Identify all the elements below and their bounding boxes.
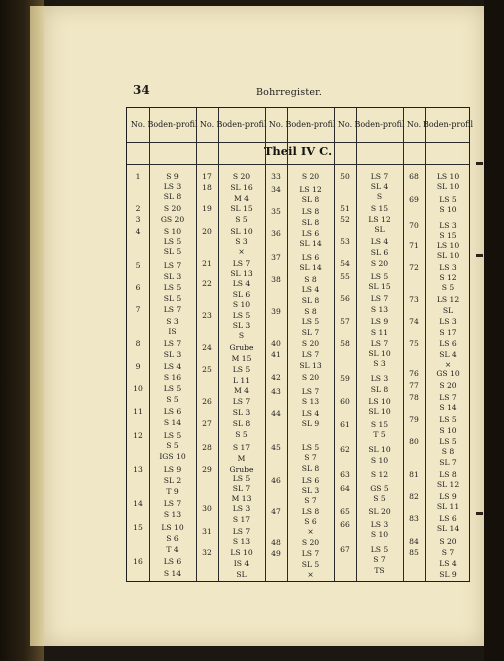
soil-profile-entry: LS 5 <box>163 384 182 393</box>
soil-profile-entry: LS 5 <box>232 365 251 374</box>
soil-profile-entry: S 5 <box>235 430 248 439</box>
soil-profile-entry: S <box>238 331 245 340</box>
header-bodenprofil <box>356 108 403 142</box>
bore-number: 85 <box>409 548 419 557</box>
soil-profile-entry: S 10 <box>439 205 457 214</box>
soil-profile-entry: LS 3 <box>439 263 457 272</box>
soil-profile-entry: S 14 <box>163 569 182 578</box>
bore-number: 2 <box>135 204 141 213</box>
right-shadow <box>484 0 504 661</box>
soil-profile-entry: SL 10 <box>368 445 391 454</box>
soil-profile-entry: LS 4 <box>163 362 182 371</box>
bore-number: 4 <box>135 227 141 236</box>
soil-profile-entry: S 10 <box>370 530 389 539</box>
soil-profile-entry: S 7 <box>441 548 455 557</box>
bore-number: 41 <box>271 350 281 359</box>
soil-profile-entry: LS 4 <box>301 285 320 294</box>
soil-profile-entry: SL 5 <box>163 294 182 303</box>
bore-number: 32 <box>202 548 212 557</box>
soil-profile-entry: LS 10 <box>230 548 253 557</box>
bore-number: 10 <box>133 384 143 393</box>
bore-number: 43 <box>271 387 281 396</box>
soil-profile-entry: S 20 <box>232 172 251 181</box>
bore-number: 55 <box>340 272 350 281</box>
bore-number: 25 <box>202 365 212 374</box>
bore-number: 38 <box>271 275 281 284</box>
soil-profile-entry: LS 5 <box>232 474 251 483</box>
header-bodenprofil-line: Boden- <box>216 120 245 129</box>
soil-profile-entry: S 3 <box>373 359 386 368</box>
bore-number: 23 <box>202 311 212 320</box>
soil-profile-entry: SL 11 <box>436 502 460 511</box>
soil-profile-entry: S 17 <box>232 443 251 452</box>
soil-profile-entry: LS 3 <box>163 182 182 191</box>
soil-profile-entry: LS 5 <box>163 237 182 246</box>
soil-profile-entry: LS 7 <box>163 305 182 314</box>
bore-number: 61 <box>340 420 350 429</box>
bore-number: 15 <box>133 523 143 532</box>
bore-number: 22 <box>202 279 212 288</box>
soil-profile-entry: SL 10 <box>368 349 391 358</box>
bore-number: 33 <box>271 172 281 181</box>
soil-profile-entry: S 20 <box>163 204 182 213</box>
soil-profile-entry: S 10 <box>163 227 182 236</box>
soil-profile-entry: SL 10 <box>230 227 253 236</box>
soil-profile-entry: M 4 <box>233 194 250 203</box>
bore-number: 69 <box>409 195 419 204</box>
soil-profile-entry: S 17 <box>439 328 457 337</box>
soil-profile-entry: LS 9 <box>370 317 389 326</box>
soil-profile-entry: SL 6 <box>370 248 389 257</box>
soil-profile-entry: SL 4 <box>370 182 389 191</box>
section-title: Theil IV C. <box>263 144 333 158</box>
bore-number: 63 <box>340 470 350 479</box>
bore-number: 17 <box>202 172 212 181</box>
soil-profile-entry: S 15 <box>370 204 389 213</box>
soil-profile-entry: LS 12 <box>299 185 322 194</box>
soil-profile-entry: Grube <box>229 465 254 474</box>
soil-profile-entry: S 14 <box>439 403 457 412</box>
soil-profile-entry: Grube <box>229 343 254 352</box>
soil-profile-entry: T 9 <box>166 487 179 496</box>
soil-profile-entry: SL 8 <box>301 464 320 473</box>
soil-profile-entry: SL 13 <box>230 269 253 278</box>
bore-number: 70 <box>409 221 419 230</box>
bore-number: 65 <box>340 507 350 516</box>
soil-profile-entry: LS 9 <box>163 465 182 474</box>
bore-number: 18 <box>202 183 212 192</box>
soil-profile-entry: S 9 <box>166 172 179 181</box>
bore-number: 20 <box>202 227 212 236</box>
bore-number: 82 <box>409 492 419 501</box>
header-bodenprofil-line: profil <box>382 120 405 129</box>
soil-profile-entry: SL 8 <box>232 419 251 428</box>
soil-profile-entry: SL 3 <box>163 350 182 359</box>
bore-number: 84 <box>409 537 419 546</box>
soil-profile-entry: S 8 <box>304 275 317 284</box>
bore-number: 64 <box>340 484 350 493</box>
page-tab-marker <box>476 254 483 257</box>
bore-number: 45 <box>271 443 281 452</box>
bore-number: 72 <box>409 263 419 272</box>
soil-profile-entry: LS 6 <box>301 253 320 262</box>
header-bodenprofil-line: profil <box>244 120 267 129</box>
bore-number: 3 <box>135 215 141 224</box>
soil-profile-entry: SL 9 <box>301 419 320 428</box>
soil-profile-entry: LS 10 <box>436 172 460 181</box>
soil-profile-entry: SL 3 <box>301 486 320 495</box>
soil-profile-entry: LS 3 <box>439 221 457 230</box>
header-no: No. <box>199 120 215 129</box>
bore-number: 30 <box>202 504 212 513</box>
section-rule <box>127 164 469 165</box>
soil-profile-entry: S 12 <box>370 470 389 479</box>
bore-number: 27 <box>202 419 212 428</box>
soil-profile-entry: LS 7 <box>301 549 320 558</box>
soil-profile-entry: SL 2 <box>163 476 182 485</box>
bore-number: 83 <box>409 514 419 523</box>
bore-number: 24 <box>202 343 212 352</box>
soil-profile-entry: SL 8 <box>301 195 320 204</box>
soil-profile-entry: IGS 10 <box>159 452 186 461</box>
bore-number: 19 <box>202 204 212 213</box>
soil-profile-entry: S 16 <box>163 373 182 382</box>
soil-profile-entry: T 4 <box>166 545 179 554</box>
soil-profile-entry: LS 8 <box>301 507 320 516</box>
soil-profile-entry: L 11 <box>232 376 251 385</box>
soil-profile-entry: S 17 <box>232 515 251 524</box>
soil-profile-entry: LS 7 <box>370 294 389 303</box>
soil-profile-entry: LS 7 <box>439 393 457 402</box>
soil-profile-entry: SL 8 <box>370 385 389 394</box>
bore-number: 48 <box>271 538 281 547</box>
soil-profile-entry: SL 5 <box>163 247 182 256</box>
soil-profile-entry: S 13 <box>163 510 182 519</box>
soil-profile-entry: LS 5 <box>370 272 389 281</box>
soil-profile-entry: GS 10 <box>436 369 460 378</box>
soil-profile-entry: SL 14 <box>436 524 460 533</box>
soil-profile-entry: S 3 <box>166 317 179 326</box>
soil-profile-entry: × <box>307 527 314 536</box>
bore-number: 29 <box>202 465 212 474</box>
bore-number: 78 <box>409 393 419 402</box>
soil-profile-entry: LS 10 <box>436 241 460 250</box>
soil-profile-entry: LS 5 <box>439 437 457 446</box>
bore-number: 59 <box>340 374 350 383</box>
soil-profile-entry: LS 3 <box>370 374 389 383</box>
header-bodenprofil-line: Boden- <box>285 120 314 129</box>
bore-number: 77 <box>409 381 419 390</box>
bore-number: 60 <box>340 397 350 406</box>
header-bodenprofil-line: Boden- <box>422 120 452 129</box>
soil-profile-entry: LS 7 <box>301 350 320 359</box>
soil-profile-entry: SL 6 <box>232 290 251 299</box>
bore-number: 21 <box>202 259 212 268</box>
soil-profile-entry: LS 7 <box>163 499 182 508</box>
soil-profile-entry: LS 6 <box>301 476 320 485</box>
soil-profile-entry: S 5 <box>166 395 179 404</box>
soil-profile-entry: S 7 <box>304 453 317 462</box>
soil-profile-entry: S 20 <box>301 339 320 348</box>
header-rule <box>127 142 469 143</box>
soil-profile-entry: LS 6 <box>163 407 182 416</box>
bore-number: 42 <box>271 373 281 382</box>
bore-number: 12 <box>133 431 143 440</box>
bore-number: 39 <box>271 307 281 316</box>
soil-profile-entry: LS 5 <box>439 415 457 424</box>
bore-number: 74 <box>409 317 419 326</box>
soil-profile-entry: LS 4 <box>439 559 457 568</box>
soil-profile-entry: S 7 <box>304 496 317 505</box>
soil-profile-entry: SL <box>374 225 385 234</box>
soil-profile-entry: LS 10 <box>161 523 184 532</box>
bore-number: 58 <box>340 339 350 348</box>
soil-profile-entry: S 13 <box>370 305 389 314</box>
soil-profile-entry: SL 8 <box>301 218 320 227</box>
soil-profile-entry: S 3 <box>235 237 248 246</box>
bore-number: 76 <box>409 369 419 378</box>
soil-profile-entry: SL 12 <box>436 480 460 489</box>
bore-number: 28 <box>202 443 212 452</box>
soil-profile-entry: SL 14 <box>299 263 322 272</box>
soil-profile-entry: S 20 <box>301 373 320 382</box>
soil-profile-entry: S 15 <box>439 231 457 240</box>
soil-profile-entry: LS 3 <box>232 504 251 513</box>
soil-profile-entry: LS 12 <box>368 215 391 224</box>
bore-number: 73 <box>409 295 419 304</box>
soil-profile-entry: SL <box>236 570 247 579</box>
soil-profile-entry: S 12 <box>439 273 457 282</box>
soil-profile-entry: S 6 <box>166 534 179 543</box>
soil-profile-entry: S <box>376 192 383 201</box>
bore-number: 53 <box>340 237 350 246</box>
soil-profile-entry: LS 9 <box>439 492 457 501</box>
soil-profile-entry: LS 8 <box>439 470 457 479</box>
bore-number: 1 <box>135 172 141 181</box>
soil-profile-entry: LS 5 <box>163 283 182 292</box>
bore-number: 50 <box>340 172 350 181</box>
bore-number: 52 <box>340 215 350 224</box>
page-tab-marker <box>476 162 483 165</box>
soil-profile-entry: SL 4 <box>439 350 457 359</box>
bore-number: 51 <box>340 204 350 213</box>
soil-profile-entry: M 15 <box>231 354 252 363</box>
soil-profile-entry: LS 5 <box>301 317 320 326</box>
soil-profile-entry: S 5 <box>166 441 179 450</box>
soil-profile-entry: M 13 <box>231 494 252 503</box>
header-bodenprofil <box>149 108 196 142</box>
soil-profile-entry: S 13 <box>232 537 251 546</box>
bore-number: 36 <box>271 229 281 238</box>
soil-profile-entry: S 8 <box>441 447 455 456</box>
bore-number: 37 <box>271 253 281 262</box>
page-tab-marker <box>476 512 483 515</box>
bore-number: 56 <box>340 294 350 303</box>
soil-profile-entry: S 20 <box>370 259 389 268</box>
header-no: No. <box>406 120 422 129</box>
bore-number: 71 <box>409 241 419 250</box>
header-bodenprofil <box>218 108 265 142</box>
bore-number: 62 <box>340 445 350 454</box>
bore-number: 34 <box>271 185 281 194</box>
running-title: Bohrregister. <box>256 87 323 98</box>
soil-profile-entry: LS 4 <box>370 237 389 246</box>
soil-profile-entry: SL 3 <box>163 272 182 281</box>
soil-profile-entry: S 5 <box>373 494 386 503</box>
bore-number: 79 <box>409 415 419 424</box>
bore-number: 75 <box>409 339 419 348</box>
soil-profile-entry: S 10 <box>439 426 457 435</box>
bore-number: 46 <box>271 476 281 485</box>
bore-number: 80 <box>409 437 419 446</box>
soil-profile-entry: LS 5 <box>232 311 251 320</box>
header-bodenprofil-line: Boden- <box>147 120 176 129</box>
soil-profile-entry: S 14 <box>163 418 182 427</box>
soil-profile-entry: S 10 <box>232 300 251 309</box>
bore-number: 31 <box>202 527 212 536</box>
soil-profile-entry: SL 10 <box>368 407 391 416</box>
bore-number: 6 <box>135 283 141 292</box>
soil-profile-entry: SL 7 <box>232 484 251 493</box>
soil-profile-entry: LS 7 <box>370 339 389 348</box>
header-bodenprofil <box>422 108 474 142</box>
soil-profile-entry: LS 4 <box>301 409 320 418</box>
soil-profile-entry: GS 20 <box>160 215 185 224</box>
bore-number: 49 <box>271 549 281 558</box>
soil-profile-entry: LS 10 <box>368 397 391 406</box>
soil-profile-entry: SL 3 <box>232 321 251 330</box>
soil-profile-entry: SL 10 <box>436 182 460 191</box>
soil-profile-entry: LS 6 <box>439 514 457 523</box>
soil-profile-entry: LS 7 <box>370 172 389 181</box>
soil-profile-entry: LS 6 <box>439 339 457 348</box>
soil-profile-entry: LS 3 <box>370 520 389 529</box>
header-bodenprofil-line: profil <box>313 120 336 129</box>
bore-number: 40 <box>271 339 281 348</box>
soil-profile-entry: LS 6 <box>301 229 320 238</box>
soil-profile-entry: LS 5 <box>301 443 320 452</box>
soil-profile-entry: GS 5 <box>370 484 389 493</box>
soil-profile-entry: SL 15 <box>230 204 253 213</box>
soil-profile-entry: LS 7 <box>301 387 320 396</box>
bore-number: 66 <box>340 520 350 529</box>
bore-number: 9 <box>135 362 141 371</box>
header-no: No. <box>130 120 146 129</box>
bore-number: 54 <box>340 259 350 268</box>
bore-number: 14 <box>133 499 143 508</box>
soil-profile-entry: T 5 <box>373 430 386 439</box>
soil-profile-entry: LS 5 <box>163 431 182 440</box>
bore-number: 5 <box>135 261 141 270</box>
header-bodenprofil-line: profil <box>175 120 198 129</box>
header-no: No. <box>337 120 353 129</box>
soil-profile-entry: S 20 <box>439 381 457 390</box>
soil-profile-entry: LS 7 <box>232 397 251 406</box>
soil-profile-entry: LS 4 <box>232 279 251 288</box>
soil-profile-entry: M 4 <box>233 386 250 395</box>
soil-profile-entry: SL 5 <box>301 560 320 569</box>
bore-number: 8 <box>135 339 141 348</box>
soil-profile-entry: LS 7 <box>163 339 182 348</box>
soil-profile-entry: SL 8 <box>301 296 320 305</box>
soil-profile-entry: × <box>444 360 452 369</box>
soil-profile-entry: SL 7 <box>439 458 457 467</box>
bore-number: 67 <box>340 545 350 554</box>
soil-profile-entry: S 13 <box>301 397 320 406</box>
soil-profile-entry: LS 8 <box>301 207 320 216</box>
header-no: No. <box>268 120 284 129</box>
soil-profile-entry: M <box>237 454 246 463</box>
header-bodenprofil-line: profil <box>451 120 474 129</box>
soil-profile-entry: SL 14 <box>299 239 322 248</box>
bore-number: 11 <box>133 407 143 416</box>
soil-profile-entry: S 5 <box>235 215 248 224</box>
bore-number: 26 <box>202 397 212 406</box>
soil-profile-entry: LS 5 <box>439 195 457 204</box>
soil-profile-entry: LS 6 <box>163 557 182 566</box>
soil-profile-entry: TS <box>374 566 385 575</box>
soil-profile-entry: LS 3 <box>439 317 457 326</box>
soil-profile-entry: × <box>307 570 314 579</box>
soil-profile-entry: SL 9 <box>439 570 457 579</box>
header-bodenprofil-line: Boden- <box>354 120 383 129</box>
soil-profile-entry: S 6 <box>304 517 317 526</box>
bore-number: 68 <box>409 172 419 181</box>
soil-profile-entry: S 11 <box>370 328 389 337</box>
soil-profile-entry: S 20 <box>439 537 457 546</box>
soil-profile-entry: LS 7 <box>232 259 251 268</box>
bore-number: 47 <box>271 507 281 516</box>
bore-register-table <box>126 107 474 582</box>
header-bodenprofil <box>287 108 334 142</box>
bore-number: 7 <box>135 305 141 314</box>
bore-number: 44 <box>271 409 281 418</box>
soil-profile-entry: LS 5 <box>370 545 389 554</box>
soil-profile-entry: S 8 <box>304 307 317 316</box>
soil-profile-entry: SL 20 <box>368 507 391 516</box>
soil-profile-entry: S 7 <box>373 555 386 564</box>
soil-profile-entry: S 5 <box>441 283 455 292</box>
soil-profile-entry: SL <box>442 306 454 315</box>
bore-number: 35 <box>271 207 281 216</box>
soil-profile-entry: S 10 <box>370 456 389 465</box>
soil-profile-entry: SL 3 <box>232 408 251 417</box>
soil-profile-entry: SL 7 <box>301 328 320 337</box>
soil-profile-entry: SL 16 <box>230 183 253 192</box>
bore-number: 13 <box>133 465 143 474</box>
soil-profile-entry: S 20 <box>301 538 320 547</box>
soil-profile-entry: × <box>238 247 245 256</box>
soil-profile-entry: S 20 <box>301 172 320 181</box>
soil-profile-entry: S 15 <box>370 420 389 429</box>
soil-profile-entry: LS 12 <box>436 295 460 304</box>
bore-number: 57 <box>340 317 350 326</box>
soil-profile-entry: IS <box>168 327 177 336</box>
soil-profile-entry: SL 10 <box>436 251 460 260</box>
soil-profile-entry: LS 7 <box>163 261 182 270</box>
bore-number: 81 <box>409 470 419 479</box>
soil-profile-entry: SL 13 <box>299 361 322 370</box>
soil-profile-entry: IS 4 <box>233 559 250 568</box>
soil-profile-entry: SL 8 <box>163 192 182 201</box>
bore-number: 16 <box>133 557 143 566</box>
page-number: 34 <box>133 83 150 97</box>
soil-profile-entry: SL 15 <box>368 282 391 291</box>
soil-profile-entry: LS 7 <box>232 527 251 536</box>
